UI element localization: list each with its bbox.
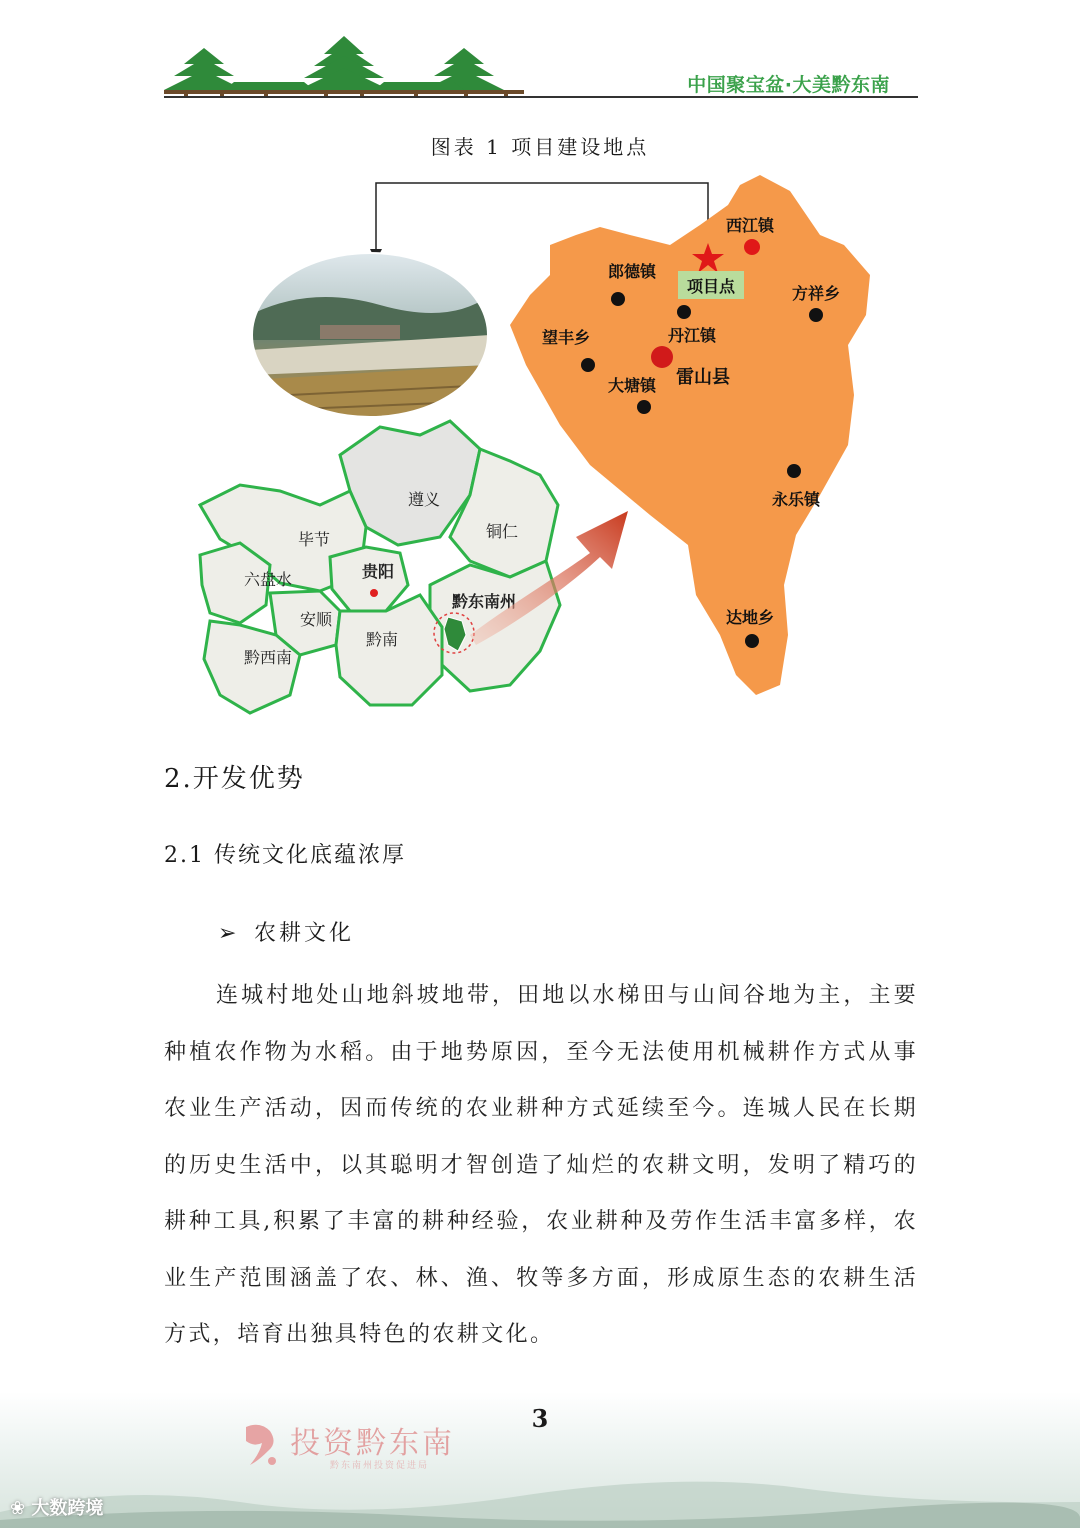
label-qianxinan: 黔西南 [244,650,293,667]
label-langde: 郎德镇 [608,264,657,281]
label-zunyi: 遵义 [408,492,441,509]
marker-danjiang [677,305,691,319]
corner-watermark [10,1494,103,1520]
project-label: 项目点 [686,279,736,296]
label-wangfeng: 望丰乡 [542,330,591,347]
bullet-arrow-icon: ➢ [218,921,240,946]
label-datang: 大塘镇 [608,378,657,395]
marker-xijiang [744,239,760,255]
location-map-figure [180,165,900,725]
label-xijiang: 西江镇 [726,218,775,235]
section-heading: 2.开发优势 [164,764,305,794]
page-number: 3 [531,1404,549,1433]
header-divider [164,96,918,98]
guiyang-capital-dot [370,589,378,597]
marker-wangfeng [581,358,595,372]
drum-tower-logo [164,34,524,98]
watermark-seal-icon [240,1421,282,1469]
corner-watermark-text: 大数跨境 [31,1498,104,1519]
page-header [0,0,1080,110]
header-slogan: 中国聚宝盆·大美黔东南 [687,74,890,96]
body-paragraph: 连城村地处山地斜坡地带，田地以水梯田与山间谷地为主，主要种植农作物为水稻。由于地势原因，至今无法使用机械耕作方式从事农业生产活动，因而传统的农业耕种方式延续至今。连城人民在长期的历史生活中，以其聪明才智创造了灿烂的农耕文明，发明了精巧的耕种工具,积累了丰富的耕种经验，农业耕种及劳作生活丰富多样，农业生产范围涵盖了农、林、渔、牧等多方面，形成原生态的农耕生活方式，培育出独具特色的农耕文化。 [164,983,918,1347]
label-fangxiang: 方祥乡 [792,286,841,303]
label-leishan: 雷山县 [676,367,730,387]
bullet-label: 农耕文化 [254,921,355,946]
marker-yongle [787,464,801,478]
corner-logo-icon: ❀ [10,1498,26,1519]
figure-caption: 图表 1 项目建设地点 [430,135,650,159]
region-qiannan [336,595,442,705]
marker-langde [611,292,625,306]
label-tongren: 铜仁 [486,524,519,541]
leishan-county-map [510,175,870,695]
label-bijie: 毕节 [298,532,331,549]
label-yongle: 永乐镇 [772,492,821,509]
subsection-heading: 2.1 传统文化底蕴浓厚 [164,843,406,868]
label-guiyang: 贵阳 [362,564,395,581]
watermark-text: 投资黔东南 [290,1426,455,1461]
marker-dadi [745,634,759,648]
marker-leishan [651,346,673,368]
marker-datang [637,400,651,414]
label-anshun: 安顺 [300,612,333,629]
label-qiandongnan: 黔东南州 [452,594,517,611]
label-liupanshui: 六盘水 [244,572,293,589]
label-qiannan: 黔南 [366,632,399,649]
label-danjiang: 丹江镇 [668,328,717,345]
marker-fangxiang [809,308,823,322]
bullet-item [218,916,354,947]
label-dadi: 达地乡 [726,610,775,627]
watermark-subtitle: 黔东南州投资促进局 [330,1461,430,1471]
